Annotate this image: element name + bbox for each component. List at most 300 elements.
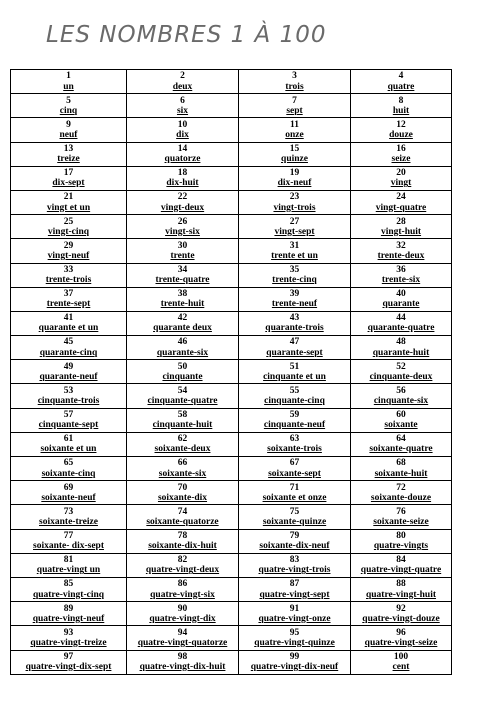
number-cell bbox=[127, 553, 239, 577]
number-digit: 58 bbox=[177, 410, 188, 421]
number-word: quatre-vingt-douze bbox=[362, 613, 440, 624]
number-digit: 26 bbox=[177, 216, 188, 227]
number-cell bbox=[239, 457, 351, 481]
number-cell bbox=[127, 408, 239, 432]
number-word: onze bbox=[285, 129, 304, 140]
number-word: soixante-dix-neuf bbox=[259, 541, 330, 552]
number-digit: 35 bbox=[289, 264, 300, 275]
number-word: soixante- dix-sept bbox=[33, 541, 104, 552]
number-word: soixante bbox=[384, 420, 418, 431]
table-row bbox=[11, 432, 452, 456]
number-digit: 79 bbox=[289, 530, 300, 541]
number-word: soixante-trois bbox=[267, 444, 322, 455]
number-cell bbox=[11, 166, 127, 190]
number-cell bbox=[11, 505, 127, 529]
number-word: quatorze bbox=[164, 154, 201, 165]
number-digit: 38 bbox=[177, 289, 188, 300]
number-digit: 15 bbox=[289, 143, 300, 154]
number-cell bbox=[11, 481, 127, 505]
number-cell bbox=[127, 166, 239, 190]
number-digit: 14 bbox=[177, 143, 188, 154]
number-digit: 97 bbox=[63, 651, 74, 662]
number-digit: 73 bbox=[63, 506, 74, 517]
number-cell bbox=[239, 166, 351, 190]
number-word: soixante-six bbox=[158, 468, 207, 479]
number-word: vingt-trois bbox=[273, 202, 316, 213]
number-word: quatre-vingt-neuf bbox=[32, 613, 105, 624]
table-row bbox=[11, 529, 452, 553]
number-cell bbox=[239, 70, 351, 94]
number-cell bbox=[351, 432, 452, 456]
number-word: cinq bbox=[59, 105, 78, 116]
number-word: dix-sept bbox=[52, 178, 85, 189]
number-word: trente-huit bbox=[160, 299, 205, 310]
number-digit: 51 bbox=[289, 361, 300, 372]
number-cell bbox=[11, 239, 127, 263]
number-digit: 78 bbox=[177, 530, 188, 541]
number-digit: 10 bbox=[177, 119, 188, 130]
number-digit: 88 bbox=[396, 579, 406, 590]
number-digit: 56 bbox=[396, 385, 406, 396]
number-cell bbox=[11, 408, 127, 432]
number-digit: 49 bbox=[63, 361, 74, 372]
number-digit: 81 bbox=[63, 555, 74, 566]
number-digit: 100 bbox=[393, 651, 409, 662]
number-cell bbox=[11, 529, 127, 553]
number-word: cinquante bbox=[162, 371, 203, 382]
number-cell bbox=[11, 263, 127, 287]
table-row bbox=[11, 263, 452, 287]
number-cell bbox=[127, 263, 239, 287]
number-cell bbox=[127, 432, 239, 456]
number-cell bbox=[127, 215, 239, 239]
number-cell bbox=[127, 360, 239, 384]
number-cell bbox=[127, 602, 239, 626]
number-digit: 71 bbox=[289, 482, 300, 493]
number-cell bbox=[239, 94, 351, 118]
table-row bbox=[11, 408, 452, 432]
number-digit: 8 bbox=[398, 95, 404, 106]
number-cell bbox=[11, 626, 127, 650]
number-word: trente-six bbox=[381, 275, 421, 286]
number-word: soixante-deux bbox=[154, 444, 211, 455]
number-cell bbox=[127, 94, 239, 118]
number-digit: 28 bbox=[396, 216, 406, 227]
number-digit: 22 bbox=[177, 192, 188, 203]
table-row bbox=[11, 457, 452, 481]
number-cell bbox=[239, 384, 351, 408]
number-digit: 60 bbox=[396, 410, 406, 421]
number-cell bbox=[351, 263, 452, 287]
table-row bbox=[11, 118, 452, 142]
number-cell bbox=[239, 118, 351, 142]
number-cell bbox=[11, 311, 127, 335]
number-digit: 62 bbox=[177, 434, 188, 445]
number-cell bbox=[351, 215, 452, 239]
number-word: soixante et un bbox=[40, 444, 97, 455]
number-cell bbox=[351, 650, 452, 674]
number-cell bbox=[239, 481, 351, 505]
number-digit: 83 bbox=[289, 555, 300, 566]
number-word: trente-neuf bbox=[271, 299, 318, 310]
number-digit: 95 bbox=[289, 627, 300, 638]
number-digit: 41 bbox=[63, 313, 74, 324]
number-word: cinquante et un bbox=[263, 371, 326, 382]
number-digit: 19 bbox=[289, 168, 300, 179]
number-word: cinquante-huit bbox=[152, 420, 213, 431]
table-row bbox=[11, 287, 452, 311]
number-digit: 65 bbox=[63, 458, 74, 469]
number-cell bbox=[239, 553, 351, 577]
table-row bbox=[11, 360, 452, 384]
number-digit: 31 bbox=[289, 240, 300, 251]
number-word: cinquante-deux bbox=[369, 371, 433, 382]
number-word: quarante bbox=[382, 299, 420, 310]
number-cell bbox=[11, 336, 127, 360]
number-word: vingt-neuf bbox=[47, 250, 90, 261]
number-digit: 34 bbox=[177, 264, 188, 275]
table-row bbox=[11, 626, 452, 650]
number-digit: 4 bbox=[398, 71, 404, 82]
number-word: quarante-trois bbox=[265, 323, 324, 334]
number-word: trente-cinq bbox=[272, 275, 317, 286]
number-word: cinquante-neuf bbox=[263, 420, 326, 431]
number-word: quarante-quatre bbox=[367, 323, 435, 334]
table-row bbox=[11, 650, 452, 674]
number-digit: 52 bbox=[396, 361, 406, 372]
number-digit: 12 bbox=[396, 119, 406, 130]
number-word: quatre-vingt-quatorze bbox=[137, 637, 228, 648]
number-cell bbox=[351, 166, 452, 190]
number-digit: 44 bbox=[396, 313, 406, 324]
number-word: vingt-cinq bbox=[47, 226, 90, 237]
number-digit: 1 bbox=[66, 71, 71, 82]
number-word: vingt-six bbox=[165, 226, 200, 237]
number-digit: 94 bbox=[177, 627, 188, 638]
table-row bbox=[11, 70, 452, 94]
number-cell bbox=[127, 457, 239, 481]
table-row bbox=[11, 94, 452, 118]
number-cell bbox=[351, 505, 452, 529]
number-cell bbox=[11, 94, 127, 118]
number-word: dix-neuf bbox=[277, 178, 312, 189]
number-word: trente bbox=[170, 250, 195, 261]
number-cell bbox=[239, 360, 351, 384]
table-row bbox=[11, 311, 452, 335]
number-cell bbox=[127, 142, 239, 166]
number-digit: 70 bbox=[177, 482, 188, 493]
number-word: vingt-sept bbox=[274, 226, 315, 237]
number-word: quarante et un bbox=[38, 323, 99, 334]
number-cell bbox=[239, 336, 351, 360]
number-word: quatre-vingt-dix-huit bbox=[139, 662, 226, 673]
number-digit: 82 bbox=[177, 555, 188, 566]
number-digit: 75 bbox=[289, 506, 300, 517]
table-row bbox=[11, 190, 452, 214]
number-word: quatre-vingt-quatre bbox=[360, 565, 442, 576]
number-word: quatre-vingt-quinze bbox=[254, 637, 335, 648]
number-cell bbox=[351, 94, 452, 118]
number-word: quatre bbox=[387, 81, 415, 92]
number-digit: 3 bbox=[292, 71, 297, 82]
number-word: trois bbox=[285, 81, 304, 92]
number-digit: 92 bbox=[396, 603, 406, 614]
number-word: six bbox=[176, 105, 189, 116]
number-word: quatre-vingt-seize bbox=[364, 637, 438, 648]
number-cell bbox=[11, 650, 127, 674]
number-cell bbox=[11, 142, 127, 166]
number-cell bbox=[11, 384, 127, 408]
number-digit: 80 bbox=[396, 530, 406, 541]
page-title: LES NOMBRES 1 À 100 bbox=[46, 22, 327, 48]
table-row bbox=[11, 553, 452, 577]
number-word: cinquante-trois bbox=[37, 396, 100, 407]
number-digit: 85 bbox=[63, 579, 74, 590]
number-cell bbox=[127, 481, 239, 505]
number-cell bbox=[351, 360, 452, 384]
number-digit: 20 bbox=[396, 168, 406, 179]
number-word: dix-huit bbox=[166, 178, 199, 189]
number-word: quatre-vingts bbox=[373, 541, 429, 552]
number-cell bbox=[127, 529, 239, 553]
number-digit: 23 bbox=[289, 192, 300, 203]
table-row bbox=[11, 384, 452, 408]
number-cell bbox=[351, 190, 452, 214]
number-digit: 21 bbox=[63, 192, 74, 203]
table-row bbox=[11, 215, 452, 239]
number-digit: 30 bbox=[177, 240, 188, 251]
number-cell bbox=[11, 287, 127, 311]
table-row bbox=[11, 602, 452, 626]
number-cell bbox=[239, 190, 351, 214]
number-word: vingt-deux bbox=[160, 202, 205, 213]
number-digit: 42 bbox=[177, 313, 188, 324]
number-word: quatre-vingt-treize bbox=[30, 637, 107, 648]
number-digit: 87 bbox=[289, 579, 300, 590]
number-cell bbox=[11, 118, 127, 142]
number-word: soixante-sept bbox=[268, 468, 321, 479]
number-cell bbox=[239, 432, 351, 456]
number-word: soixante-dix-huit bbox=[148, 541, 217, 552]
number-word: un bbox=[63, 81, 74, 92]
number-word: sept bbox=[286, 105, 303, 116]
number-cell bbox=[351, 142, 452, 166]
number-word: trente-sept bbox=[46, 299, 91, 310]
number-digit: 18 bbox=[177, 168, 188, 179]
number-digit: 11 bbox=[290, 119, 299, 130]
number-cell bbox=[351, 626, 452, 650]
number-cell bbox=[351, 384, 452, 408]
number-digit: 32 bbox=[396, 240, 406, 251]
number-cell bbox=[239, 263, 351, 287]
number-word: huit bbox=[392, 105, 410, 116]
number-digit: 16 bbox=[396, 143, 406, 154]
number-word: trente-trois bbox=[45, 275, 92, 286]
number-word: soixante-treize bbox=[39, 516, 98, 527]
number-digit: 86 bbox=[177, 579, 188, 590]
number-digit: 17 bbox=[63, 168, 74, 179]
number-word: treize bbox=[57, 154, 80, 165]
number-cell bbox=[351, 287, 452, 311]
number-word: quatre-vingt-dix-neuf bbox=[250, 662, 339, 673]
number-digit: 50 bbox=[177, 361, 188, 372]
table-row bbox=[11, 239, 452, 263]
number-word: quarante-sept bbox=[266, 347, 323, 358]
number-word: cinquante-cinq bbox=[264, 396, 325, 407]
number-digit: 6 bbox=[180, 95, 185, 106]
number-digit: 48 bbox=[396, 337, 406, 348]
numbers-table-body bbox=[11, 70, 452, 675]
number-cell bbox=[127, 190, 239, 214]
number-word: deux bbox=[172, 81, 193, 92]
number-digit: 67 bbox=[289, 458, 300, 469]
number-cell bbox=[127, 239, 239, 263]
number-cell bbox=[239, 287, 351, 311]
number-word: vingt et un bbox=[46, 202, 91, 213]
number-word: quatre-vingt-onze bbox=[258, 613, 331, 624]
number-cell bbox=[351, 602, 452, 626]
number-cell bbox=[11, 602, 127, 626]
number-cell bbox=[239, 650, 351, 674]
number-digit: 2 bbox=[180, 71, 185, 82]
number-digit: 63 bbox=[289, 434, 300, 445]
number-digit: 69 bbox=[63, 482, 74, 493]
number-digit: 9 bbox=[66, 119, 71, 130]
number-word: quatre-vingt-deux bbox=[145, 565, 220, 576]
number-digit: 93 bbox=[63, 627, 74, 638]
number-digit: 64 bbox=[396, 434, 406, 445]
number-digit: 45 bbox=[63, 337, 74, 348]
number-cell bbox=[127, 118, 239, 142]
number-word: quarante-neuf bbox=[39, 371, 98, 382]
number-word: trente et un bbox=[271, 250, 318, 261]
number-digit: 43 bbox=[289, 313, 300, 324]
number-digit: 24 bbox=[396, 192, 406, 203]
number-digit: 46 bbox=[177, 337, 188, 348]
number-word: soixante-quatre bbox=[369, 444, 433, 455]
number-cell bbox=[11, 190, 127, 214]
number-word: quinze bbox=[281, 154, 308, 165]
number-word: quatre-vingt-six bbox=[150, 589, 215, 600]
number-cell bbox=[127, 577, 239, 601]
number-digit: 47 bbox=[289, 337, 300, 348]
number-digit: 54 bbox=[177, 385, 188, 396]
number-word: vingt-huit bbox=[380, 226, 422, 237]
table-row bbox=[11, 505, 452, 529]
number-word: cinquante-sept bbox=[38, 420, 99, 431]
number-word: quatre-vingt-dix bbox=[149, 613, 216, 624]
number-word: quatre-vingt-huit bbox=[365, 589, 437, 600]
number-digit: 27 bbox=[289, 216, 300, 227]
number-digit: 53 bbox=[63, 385, 74, 396]
number-word: quatre-vingt un bbox=[36, 565, 101, 576]
number-word: trente-quatre bbox=[155, 275, 210, 286]
table-row bbox=[11, 166, 452, 190]
number-cell bbox=[351, 529, 452, 553]
number-digit: 96 bbox=[396, 627, 406, 638]
number-digit: 57 bbox=[63, 410, 74, 421]
number-cell bbox=[239, 505, 351, 529]
number-word: soixante-seize bbox=[373, 516, 429, 527]
number-cell bbox=[11, 577, 127, 601]
number-cell bbox=[127, 626, 239, 650]
number-digit: 33 bbox=[63, 264, 74, 275]
number-cell bbox=[127, 70, 239, 94]
number-cell bbox=[351, 577, 452, 601]
number-cell bbox=[11, 457, 127, 481]
number-word: cinquante-quatre bbox=[147, 396, 218, 407]
number-word: soixante-quinze bbox=[262, 516, 327, 527]
number-digit: 68 bbox=[396, 458, 406, 469]
number-cell bbox=[127, 336, 239, 360]
numbers-table bbox=[10, 69, 452, 675]
number-cell bbox=[127, 505, 239, 529]
number-word: soixante-dix bbox=[157, 492, 208, 503]
number-digit: 13 bbox=[63, 143, 74, 154]
number-word: soixante-cinq bbox=[41, 468, 96, 479]
number-word: soixante et onze bbox=[262, 492, 327, 503]
number-cell bbox=[351, 239, 452, 263]
number-word: soixante-quatorze bbox=[146, 516, 219, 527]
number-cell bbox=[239, 215, 351, 239]
number-cell bbox=[11, 215, 127, 239]
number-cell bbox=[351, 553, 452, 577]
number-cell bbox=[351, 457, 452, 481]
number-word: quatre-vingt-sept bbox=[259, 589, 330, 600]
number-cell bbox=[11, 70, 127, 94]
number-cell bbox=[351, 118, 452, 142]
number-word: quarante-cinq bbox=[39, 347, 98, 358]
number-digit: 7 bbox=[292, 95, 297, 106]
number-digit: 77 bbox=[63, 530, 74, 541]
number-cell bbox=[239, 577, 351, 601]
number-cell bbox=[239, 142, 351, 166]
number-word: douze bbox=[389, 129, 413, 140]
table-row bbox=[11, 481, 452, 505]
number-cell bbox=[239, 626, 351, 650]
number-cell bbox=[351, 408, 452, 432]
number-digit: 74 bbox=[177, 506, 188, 517]
number-digit: 91 bbox=[289, 603, 300, 614]
number-cell bbox=[351, 336, 452, 360]
number-word: cent bbox=[392, 662, 410, 673]
number-word: quarante deux bbox=[153, 323, 212, 334]
number-digit: 37 bbox=[63, 289, 74, 300]
number-digit: 61 bbox=[63, 434, 74, 445]
number-digit: 76 bbox=[396, 506, 406, 517]
number-cell bbox=[239, 311, 351, 335]
number-cell bbox=[239, 602, 351, 626]
number-digit: 66 bbox=[177, 458, 188, 469]
number-cell bbox=[351, 70, 452, 94]
number-word: cinquante-six bbox=[373, 396, 429, 407]
number-cell bbox=[127, 311, 239, 335]
number-word: quatre-vingt-dix-sept bbox=[25, 662, 112, 673]
number-digit: 5 bbox=[66, 95, 71, 106]
number-cell bbox=[239, 408, 351, 432]
number-word: vingt-quatre bbox=[375, 202, 427, 213]
table-row bbox=[11, 336, 452, 360]
number-digit: 39 bbox=[289, 289, 300, 300]
number-cell bbox=[127, 384, 239, 408]
number-cell bbox=[351, 311, 452, 335]
number-digit: 25 bbox=[63, 216, 74, 227]
number-digit: 29 bbox=[63, 240, 74, 251]
number-word: vingt bbox=[390, 178, 412, 189]
number-word: quarante-six bbox=[156, 347, 209, 358]
table-row bbox=[11, 577, 452, 601]
number-word: neuf bbox=[59, 129, 78, 140]
